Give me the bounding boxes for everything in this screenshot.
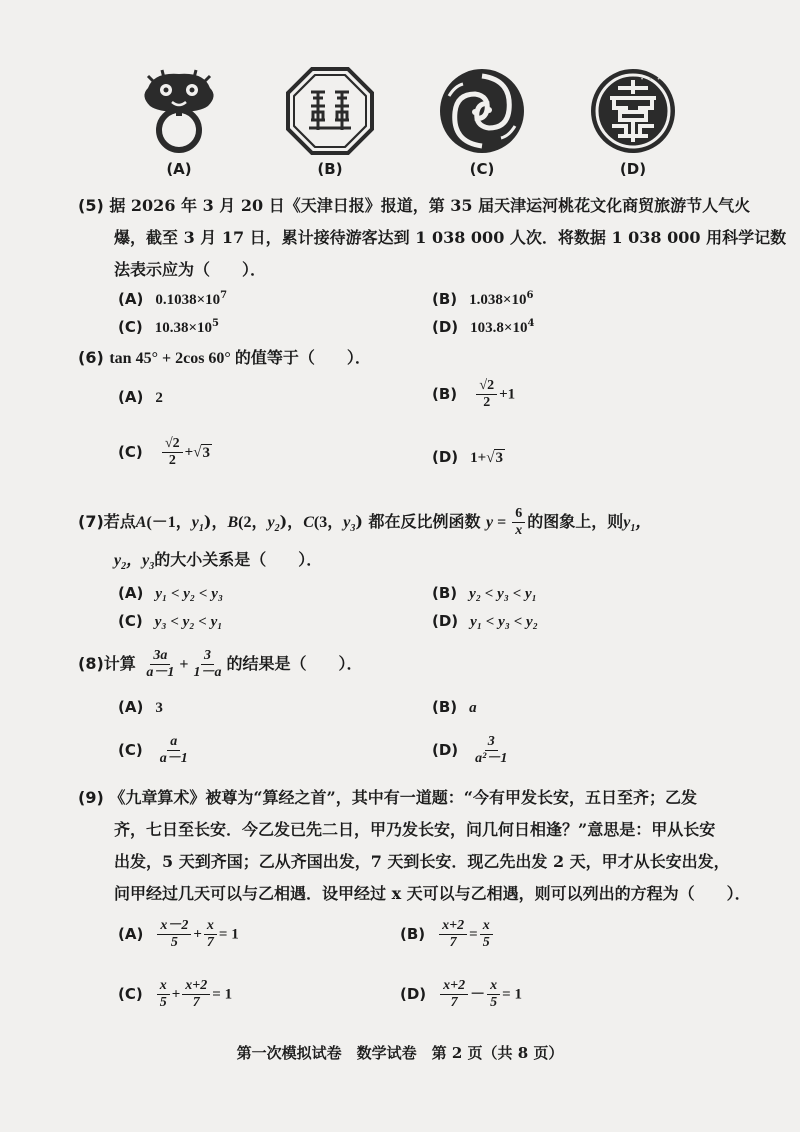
- q7-y1: $y_1$: [191, 514, 204, 535]
- q5-text-line1: 据 2026 年 3 月 20 日《天津日报》报道，第 35 届天津运河桃花文化商贸旅游节人气火: [109, 196, 751, 215]
- q7-text-a: 若点: [103, 512, 136, 531]
- q6-option-b-denominator: 2: [483, 395, 491, 410]
- q8-option-b-letter: (B): [432, 698, 458, 716]
- q6-option-b-letter: (B): [432, 384, 458, 403]
- q5-option-b-base: 1.038×10: [469, 292, 527, 308]
- q5-number: (5): [78, 196, 104, 215]
- q7-func-fraction: [512, 506, 525, 539]
- q7-func-y: y: [486, 514, 494, 531]
- q7-option-d: [432, 612, 538, 631]
- q6-option-d-letter: (D): [432, 448, 459, 466]
- q8-text-a: 计算: [103, 654, 136, 673]
- q7-func-denominator: x: [515, 523, 523, 538]
- q7-option-b-text: y₂ < y₃ < y₁: [469, 586, 537, 602]
- q7-option-d-text: y₁ < y₃ < y₂: [470, 614, 538, 630]
- q6-option-a-value: 2: [155, 390, 163, 406]
- q8-option-c-letter: (C): [118, 740, 143, 759]
- q9-text-line4: 问甲经过几天可以与乙相遇．设甲经过 x 天可以与乙相遇，则可以列出的方程为（ ）．: [114, 884, 751, 903]
- q9-option-b-frac2: [480, 918, 493, 951]
- q9-option-a-f2-den: 7: [206, 935, 214, 950]
- q8-f1-denominator: a－1: [146, 665, 175, 680]
- q8-option-d-denominator: a²－1: [475, 751, 508, 766]
- q9-option-c-frac2: [182, 978, 210, 1011]
- q8-option-a: [118, 698, 163, 717]
- q5-option-c: [118, 318, 219, 337]
- q8-option-a-letter: (A): [118, 698, 144, 716]
- q8-stem: [78, 648, 363, 681]
- q5-option-b-letter: (B): [432, 290, 458, 308]
- q6-option-c-letter: (C): [118, 442, 143, 461]
- q6-option-b-tail: +1: [499, 386, 516, 403]
- q7-text-d: (2，: [238, 514, 268, 531]
- q6-option-b: [432, 378, 515, 411]
- q9-option-d-f2-den: 5: [490, 995, 498, 1010]
- q8-option-c-fraction: [157, 734, 191, 767]
- q6-option-b-numerator: √2: [476, 378, 497, 395]
- q9-option-d-frac1: [440, 978, 468, 1011]
- q9-option-a-f1-den: 5: [170, 935, 178, 950]
- q5-option-d-base: 103.8×10: [470, 320, 528, 336]
- q7-point-c: C: [303, 514, 314, 531]
- q7-text-e: )，: [279, 512, 304, 531]
- q8-f1-numerator: 3a: [150, 648, 170, 665]
- q8-f2-numerator: 3: [201, 648, 214, 665]
- q9-option-d: [400, 978, 522, 1011]
- q7-option-c-letter: (C): [118, 612, 143, 630]
- q6-option-c-numerator: √2: [162, 436, 183, 453]
- q9-option-b-f2-den: 5: [482, 935, 490, 950]
- q8-option-d-numerator: 3: [485, 734, 498, 751]
- double-happiness-octagon-icon: [285, 66, 375, 156]
- q6-option-b-fraction: [476, 378, 497, 411]
- q9-text-line1: 《九章算术》被尊为“算经之首”，其中有一道题：“今有甲发长安，五日至齐；乙发: [109, 788, 697, 807]
- q7-func-numerator: 6: [512, 506, 525, 523]
- q8-option-a-value: 3: [155, 700, 163, 716]
- q7-line1: [78, 506, 651, 541]
- bleed-through-text: · · ·: [640, 72, 661, 87]
- q7-option-d-letter: (D): [432, 612, 459, 630]
- figure-row: [0, 66, 800, 186]
- q7-y3: $y_3$: [343, 514, 356, 535]
- figure-a-label: (A): [166, 160, 192, 178]
- q7-option-a: [118, 584, 223, 603]
- q8-text-b: 的结果是（ ）．: [226, 654, 363, 673]
- q9-line1: [78, 786, 697, 810]
- q7-option-b: [432, 584, 537, 603]
- q7-point-b: B: [227, 514, 239, 531]
- q9-option-d-op: －: [470, 986, 486, 1003]
- q8-option-b: [432, 698, 477, 717]
- q9-option-a-frac2: [204, 918, 217, 951]
- q5-option-a-exp: 7: [220, 290, 228, 301]
- q8-option-c: [118, 734, 193, 767]
- q8-option-c-numerator: a: [167, 734, 180, 751]
- q7-number: (7): [78, 512, 104, 531]
- q7-text-b: (－1，: [146, 514, 192, 531]
- q5-option-c-base: 10.38×10: [154, 320, 213, 336]
- q6-option-a: [118, 388, 163, 407]
- q5-text-line3: 法表示应为（ ）．: [114, 260, 267, 279]
- q6-option-d-radicand: 3: [495, 450, 503, 466]
- q5-option-a-letter: (A): [118, 290, 144, 308]
- q6-option-d: [432, 448, 505, 467]
- figure-c-label: (C): [469, 160, 495, 178]
- q7-func-eq: =: [493, 514, 511, 531]
- q8-option-c-denominator: a－1: [159, 751, 188, 766]
- q7-point-a: A: [135, 514, 147, 531]
- q7-text-f: (3，: [313, 514, 344, 531]
- figure-c: [432, 66, 532, 178]
- q7-option-a-text: y₁ < y₂ < y₃: [155, 586, 224, 602]
- q9-option-d-f2-num: x: [487, 978, 500, 995]
- figure-d-label: (D): [619, 160, 647, 178]
- q9-option-a-op: +: [193, 926, 202, 943]
- q7-text-c: )，: [203, 512, 228, 531]
- q9-option-a-tail: = 1: [218, 926, 239, 943]
- figure-b: [280, 66, 380, 178]
- q6-stem-text: tan 45° + 2cos 60° 的值等于（ ）．: [109, 350, 371, 367]
- q9-option-b-frac1: [439, 918, 467, 951]
- q6-option-c-sqrt-sign: √: [193, 444, 202, 461]
- q7-y2-y3: $y_2$，$y_3$: [114, 552, 155, 573]
- longevity-shou-disc-icon: [588, 66, 678, 156]
- q5-option-a-base: 0.1038×10: [155, 292, 221, 308]
- q9-option-c-f1-den: 5: [159, 995, 167, 1010]
- q8-option-d-letter: (D): [432, 740, 459, 759]
- q7-text-line2: 的大小关系是（ ）．: [154, 550, 323, 569]
- q9-option-d-f1-den: 7: [450, 995, 458, 1010]
- q9-text-line3: 出发，5 天到齐国；乙从齐国出发，7 天到长安．现乙先出发 2 天，甲才从长安出发，: [114, 852, 730, 871]
- q5-line1: [78, 194, 750, 218]
- page-footer: 第一次模拟试卷 数学试卷 第 2 页（共 8 页）: [236, 1044, 564, 1062]
- q9-option-b: [400, 918, 495, 951]
- q6-option-c: [118, 436, 212, 469]
- q9-option-b-f1-num: x+2: [439, 918, 467, 935]
- q9-option-b-f2-num: x: [480, 918, 493, 935]
- figure-b-label: (B): [317, 160, 343, 178]
- q9-option-c: [118, 978, 232, 1011]
- q5-option-c-exp: 5: [212, 318, 220, 329]
- q6-option-a-letter: (A): [118, 388, 144, 406]
- q5-text-line2: 爆，截至 3 月 17 日，累计接待游客达到 1 038 000 人次．将数据 1 038 000 用科学记数: [114, 228, 787, 247]
- q9-option-a-f1-num: x－2: [157, 918, 191, 935]
- q7-line2: [114, 548, 322, 579]
- q6-option-c-op: +: [184, 444, 194, 461]
- q7-y2: $y_2$: [267, 514, 280, 535]
- q7-text-g: ) 都在反比例函数: [355, 512, 481, 531]
- q9-option-b-f1-den: 7: [449, 935, 457, 950]
- q9-option-a: [118, 918, 239, 951]
- q6-option-c-radicand: 3: [202, 444, 210, 461]
- figure-d: [583, 66, 683, 178]
- q9-option-d-frac2: [487, 978, 500, 1011]
- q6-option-d-sqrt-sign: √: [486, 450, 495, 466]
- q8-fraction-1: [143, 648, 177, 681]
- q9-option-b-letter: (B): [400, 924, 426, 943]
- q9-option-c-frac1: [157, 978, 170, 1011]
- q5-option-c-letter: (C): [118, 318, 143, 336]
- q7-option-c-text: y₃ < y₂ < y₁: [154, 614, 223, 630]
- q9-option-d-f1-num: x+2: [440, 978, 468, 995]
- q9-option-a-letter: (A): [118, 924, 144, 943]
- q6-number: (6): [78, 348, 104, 367]
- q5-option-a: [118, 290, 227, 309]
- q9-option-c-f2-den: 7: [192, 995, 200, 1010]
- q7-text-h: 的图象上，则: [527, 512, 624, 531]
- q9-option-c-f2-num: x+2: [182, 978, 210, 995]
- q7-option-b-letter: (B): [432, 584, 458, 602]
- q8-option-d-fraction: [472, 734, 510, 767]
- q7-option-c: [118, 612, 223, 631]
- q8-fraction-2: [190, 648, 224, 681]
- q5-option-d-exp: 4: [527, 318, 535, 329]
- q6-option-c-fraction: [162, 436, 183, 469]
- q8-option-b-value: a: [469, 700, 477, 716]
- q6-option-c-denominator: 2: [168, 453, 176, 468]
- q9-option-d-letter: (D): [400, 984, 427, 1003]
- knocker-emblem-icon: [134, 66, 224, 156]
- q5-option-d: [432, 318, 534, 337]
- q5-option-d-letter: (D): [432, 318, 459, 336]
- q9-option-a-frac1: [157, 918, 191, 951]
- q7-option-a-letter: (A): [118, 584, 144, 602]
- q9-option-c-tail: = 1: [212, 986, 233, 1003]
- q9-text-line2: 齐，七日至长安．今乙发已先二日，甲乃发长安，问几何日相逢？”意思是：甲从长安: [114, 820, 716, 839]
- q8-option-d: [432, 734, 512, 767]
- q9-option-a-f2-num: x: [204, 918, 217, 935]
- q8-f2-denominator: 1－a: [193, 665, 222, 680]
- q9-option-b-op: =: [469, 926, 478, 943]
- q9-option-d-tail: = 1: [502, 986, 522, 1003]
- q9-option-c-op: +: [171, 986, 181, 1003]
- q9-number: (9): [78, 788, 104, 807]
- q9-option-c-f1-num: x: [157, 978, 170, 995]
- q5-option-b: [432, 290, 533, 309]
- spiral-swirl-disc-icon: [437, 66, 527, 156]
- q6-option-d-head: 1+: [470, 450, 487, 466]
- figure-a: [129, 66, 229, 178]
- q7-y1-tail: $y_1$，: [623, 514, 652, 535]
- q8-number: (8): [78, 654, 104, 673]
- q9-option-c-letter: (C): [118, 984, 143, 1003]
- q6-stem: [78, 346, 371, 371]
- q8-plus: +: [179, 656, 189, 673]
- q5-option-b-exp: 6: [526, 290, 534, 301]
